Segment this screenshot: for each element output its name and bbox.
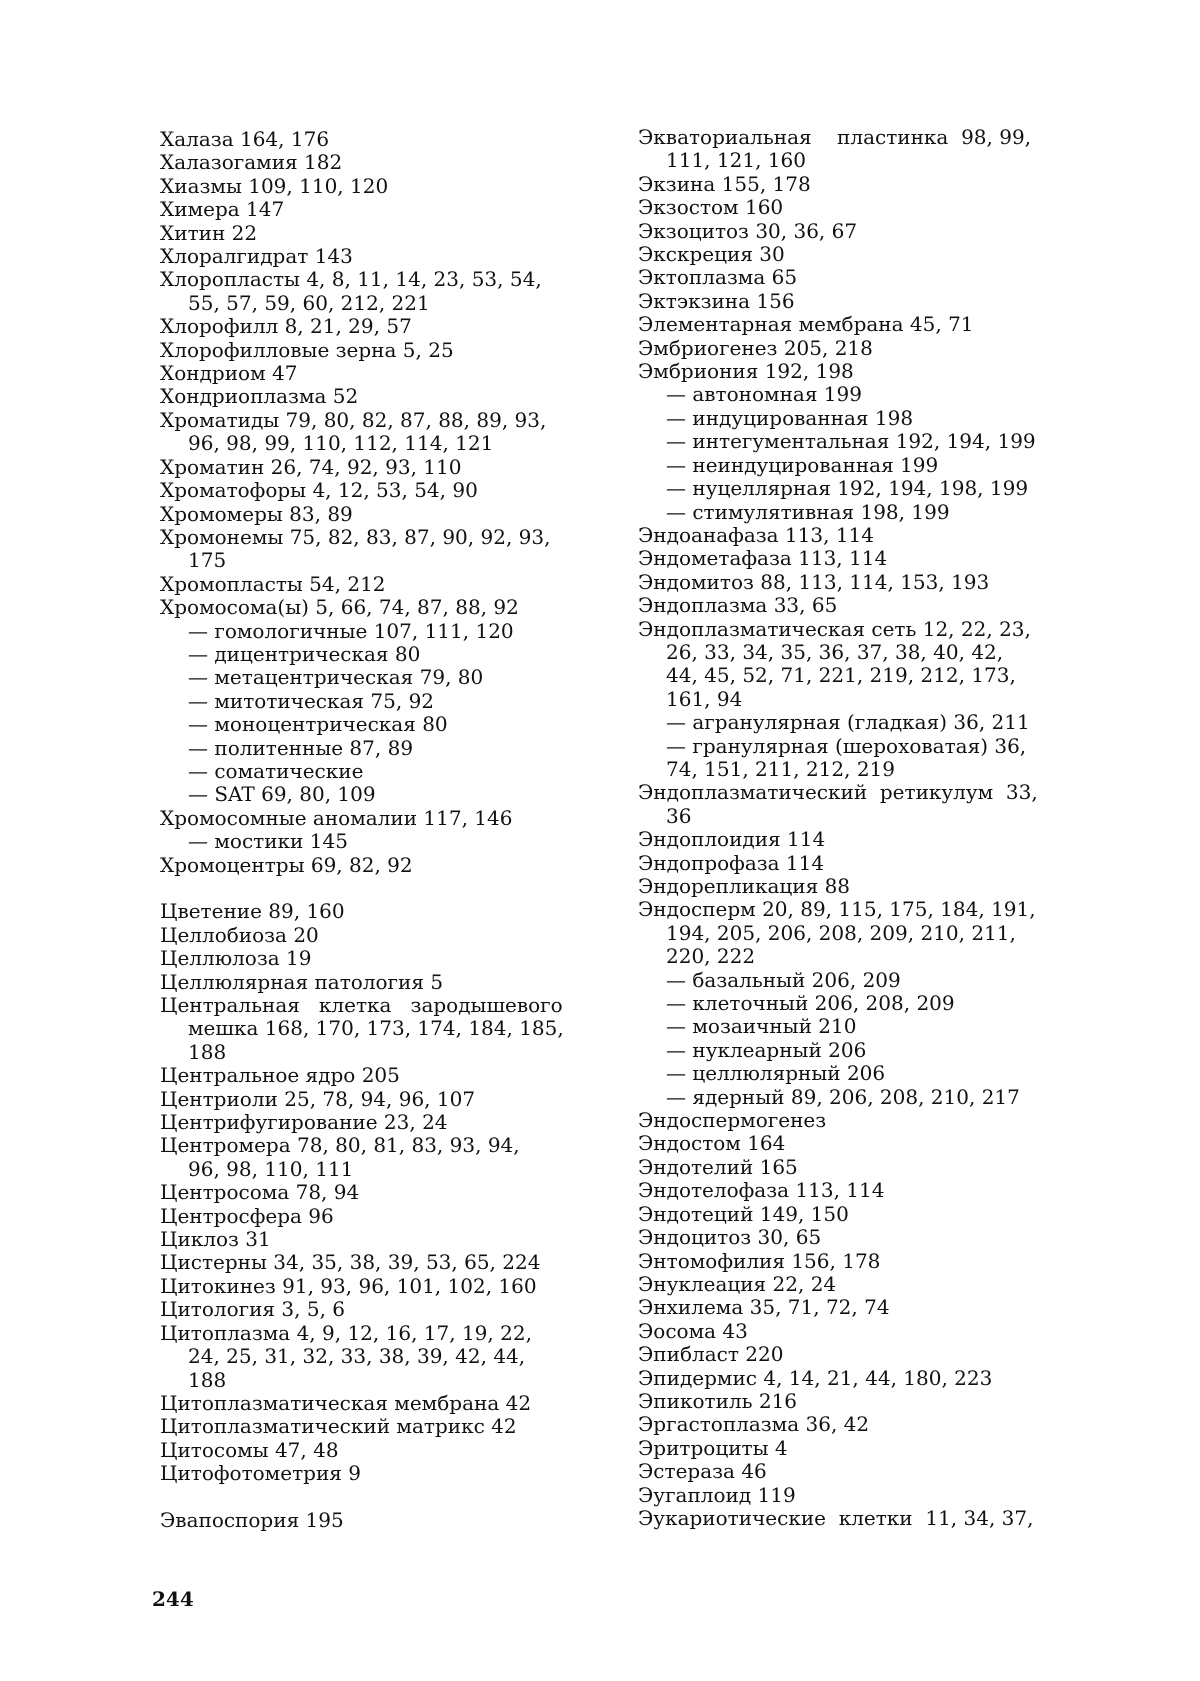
- index-entry-continuation: мешка 168, 170, 173, 174, 184, 185,: [188, 1016, 564, 1041]
- index-entry: Хромосома(ы) 5, 66, 74, 87, 88, 92: [160, 595, 519, 620]
- index-entry: Энуклеация 22, 24: [638, 1271, 837, 1296]
- index-entry: Эндоплазма 33, 65: [638, 593, 838, 618]
- index-subentry: — моноцентрическая 80: [188, 712, 448, 737]
- index-column-left: [160, 128, 605, 1532]
- index-entry: Хиазмы 109, 110, 120: [160, 173, 389, 198]
- index-entry: Целлюлярная патология 5: [160, 969, 444, 994]
- index-entry-continuation: 26, 33, 34, 35, 36, 37, 38, 40, 42,: [666, 639, 1004, 664]
- index-subentry: — целлюлярный 206: [666, 1061, 886, 1086]
- index-entry: Эндоплазматическая сеть 12, 22, 23,: [638, 616, 1031, 641]
- index-entry: Хлоропласты 4, 8, 11, 14, 23, 53, 54,: [160, 267, 542, 292]
- index-entry: Экзостом 160: [638, 195, 784, 220]
- index-entry-continuation: 220, 222: [666, 944, 756, 969]
- index-subentry: — нуцеллярная 192, 194, 198, 199: [666, 476, 1029, 501]
- index-entry: Эндоспермогенез: [638, 1108, 827, 1133]
- index-entry-continuation: 161, 94: [666, 686, 743, 711]
- index-entry: Экскреция 30: [638, 242, 785, 267]
- index-entry: Элементарная мембрана 45, 71: [638, 312, 974, 337]
- index-entry: Эргастоплазма 36, 42: [638, 1412, 870, 1437]
- index-entry: Хромосомные аномалии 117, 146: [160, 805, 513, 830]
- index-entry: Эугаплоид 119: [638, 1482, 796, 1507]
- index-entry: Центральное ядро 205: [160, 1063, 400, 1088]
- index-entry: Целлюлоза 19: [160, 946, 312, 971]
- index-entry: Эктэкзина 156: [638, 288, 795, 313]
- index-subentry: — дицентрическая 80: [188, 641, 421, 666]
- index-subentry: — политенные 87, 89: [188, 735, 414, 760]
- index-entry: Хроматиды 79, 80, 82, 87, 88, 89, 93,: [160, 407, 547, 432]
- index-entry: Эмбриония 192, 198: [638, 359, 854, 384]
- index-subentry: — гомологичные 107, 111, 120: [188, 618, 514, 643]
- index-entry: Эндотеций 149, 150: [638, 1201, 849, 1226]
- index-entry: Цитоплазматическая мембрана 42: [160, 1390, 532, 1415]
- index-entry: Хромомеры 83, 89: [160, 501, 353, 526]
- index-entry: Эктоплазма 65: [638, 265, 798, 290]
- index-entry-continuation: 188: [188, 1039, 227, 1064]
- index-entry-continuation: 175: [188, 548, 227, 573]
- index-subentry: — SAT 69, 80, 109: [188, 782, 376, 807]
- index-entry: Экзоцитоз 30, 36, 67: [638, 218, 858, 243]
- index-entry-continuation: 36: [666, 803, 692, 828]
- index-entry: Цитоплазма 4, 9, 12, 16, 17, 19, 22,: [160, 1320, 532, 1345]
- index-entry: Эндотелий 165: [638, 1154, 798, 1179]
- index-subentry: — клеточный 206, 208, 209: [666, 991, 955, 1016]
- page-number: 244: [152, 1587, 194, 1611]
- index-entry: Эосома 43: [638, 1318, 748, 1343]
- index-subentry: — гранулярная (шероховатая) 36,: [666, 733, 1027, 758]
- index-entry: Эмбриогенез 205, 218: [638, 335, 873, 360]
- index-subentry: — индуцированная 198: [666, 405, 914, 430]
- index-entry: Эритроциты 4: [638, 1435, 788, 1460]
- index-entry: Эндосперм 20, 89, 115, 175, 184, 191,: [638, 897, 1036, 922]
- index-entry-continuation: 188: [188, 1367, 227, 1392]
- index-entry-continuation: 44, 45, 52, 71, 221, 219, 212, 173,: [666, 663, 1016, 688]
- index-entry: Эвапоспория 195: [160, 1507, 344, 1532]
- index-subentry: — нуклеарный 206: [666, 1037, 867, 1062]
- index-entry: Хлорофилл 8, 21, 29, 57: [160, 314, 412, 339]
- section-gap: [160, 1486, 605, 1509]
- index-column-right: [638, 126, 1083, 1530]
- index-subentry: — мозаичный 210: [666, 1014, 857, 1039]
- index-entry: Эстераза 46: [638, 1459, 767, 1484]
- index-subentry: — метацентрическая 79, 80: [188, 665, 484, 690]
- index-subentry: — неиндуцированная 199: [666, 452, 939, 477]
- index-entry: Эндотелофаза 113, 114: [638, 1178, 885, 1203]
- index-entry: Цитосомы 47, 48: [160, 1437, 339, 1462]
- index-entry-continuation: 55, 57, 59, 60, 212, 221: [188, 290, 430, 315]
- index-entry: Цитология 3, 5, 6: [160, 1297, 346, 1322]
- index-entry: Эндоплазматический ретикулум 33,: [638, 780, 1038, 805]
- index-entry: Цистерны 34, 35, 38, 39, 53, 65, 224: [160, 1250, 541, 1275]
- index-entry: Эндомитоз 88, 113, 114, 153, 193: [638, 569, 990, 594]
- index-entry: Эндоплоидия 114: [638, 827, 826, 852]
- index-entry: Хромонемы 75, 82, 83, 87, 90, 92, 93,: [160, 524, 551, 549]
- index-entry: Экваториальная пластинка 98, 99,: [638, 125, 1032, 149]
- index-entry: Центромера 78, 80, 81, 83, 93, 94,: [160, 1133, 520, 1158]
- index-entry: Энтомофилия 156, 178: [638, 1248, 881, 1273]
- index-entry: Хондриом 47: [160, 361, 298, 386]
- index-entry: Центросома 78, 94: [160, 1180, 360, 1205]
- index-subentry: — базальный 206, 209: [666, 967, 901, 992]
- index-entry: Хлорофилловые зерна 5, 25: [160, 337, 454, 362]
- index-entry: Хроматофоры 4, 12, 53, 54, 90: [160, 478, 478, 503]
- index-entry: Хромопласты 54, 212: [160, 571, 386, 596]
- index-entry: Халаза 164, 176: [160, 127, 330, 151]
- index-entry: Хондриоплазма 52: [160, 384, 359, 409]
- index-entry: Центральная клетка зародышевого: [160, 993, 563, 1018]
- index-entry: Эпикотиль 216: [638, 1388, 798, 1413]
- index-entry: Цитокинез 91, 93, 96, 101, 102, 160: [160, 1273, 537, 1298]
- index-entry-continuation: 96, 98, 99, 110, 112, 114, 121: [188, 431, 494, 456]
- index-entry: Центросфера 96: [160, 1203, 334, 1228]
- index-entry: Циклоз 31: [160, 1227, 271, 1252]
- index-entry: Хроматин 26, 74, 92, 93, 110: [160, 454, 462, 479]
- index-entry: Эндоанафаза 113, 114: [638, 522, 874, 547]
- index-entry: Цитофотометрия 9: [160, 1461, 361, 1486]
- index-entry: Эукариотические клетки 11, 34, 37,: [638, 1505, 1034, 1530]
- index-entry: Хитин 22: [160, 220, 258, 245]
- index-subentry: — митотическая 75, 92: [188, 688, 435, 713]
- section-gap: [160, 877, 605, 900]
- index-subentry: — ядерный 89, 206, 208, 210, 217: [666, 1084, 1020, 1109]
- index-entry: Цветение 89, 160: [160, 899, 345, 924]
- index-entry: Целлобиоза 20: [160, 922, 319, 947]
- index-entry: Эндостом 164: [638, 1131, 786, 1156]
- index-entry: Эндометафаза 113, 114: [638, 546, 888, 571]
- index-entry-continuation: 24, 25, 31, 32, 33, 38, 39, 42, 44,: [188, 1344, 526, 1369]
- index-entry: Эндопрофаза 114: [638, 850, 825, 875]
- index-entry: Эндоцитоз 30, 65: [638, 1225, 822, 1250]
- index-entry: Центриоли 25, 78, 94, 96, 107: [160, 1086, 476, 1111]
- index-entry: Цитоплазматический матрикс 42: [160, 1414, 517, 1439]
- index-subentry: — автономная 199: [666, 382, 862, 407]
- index-entry-continuation: 96, 98, 110, 111: [188, 1156, 354, 1181]
- index-entry: Эндорепликация 88: [638, 874, 851, 898]
- index-subentry: — мостики 145: [188, 829, 348, 854]
- index-entry: Химера 147: [160, 197, 285, 222]
- index-subentry: — соматические: [188, 758, 364, 783]
- index-entry-continuation: 74, 151, 211, 212, 219: [666, 756, 896, 781]
- index-subentry: — агранулярная (гладкая) 36, 211: [666, 710, 1030, 735]
- index-subentry: — стимулятивная 198, 199: [666, 499, 950, 524]
- index-entry-continuation: 194, 205, 206, 208, 209, 210, 211,: [666, 920, 1016, 945]
- index-entry: Эпидермис 4, 14, 21, 44, 180, 223: [638, 1365, 993, 1390]
- index-entry: Экзина 155, 178: [638, 171, 811, 196]
- index-entry: Эпибласт 220: [638, 1342, 784, 1367]
- index-subentry: — интегументальная 192, 194, 199: [666, 429, 1036, 454]
- index-entry: Халазогамия 182: [160, 150, 343, 175]
- index-entry: Центрифугирование 23, 24: [160, 1110, 448, 1135]
- index-entry: Хромоцентры 69, 82, 92: [160, 852, 413, 877]
- index-entry: Хлоралгидрат 143: [160, 244, 353, 269]
- index-entry-continuation: 111, 121, 160: [666, 148, 806, 173]
- index-entry: Энхилема 35, 71, 72, 74: [638, 1295, 890, 1320]
